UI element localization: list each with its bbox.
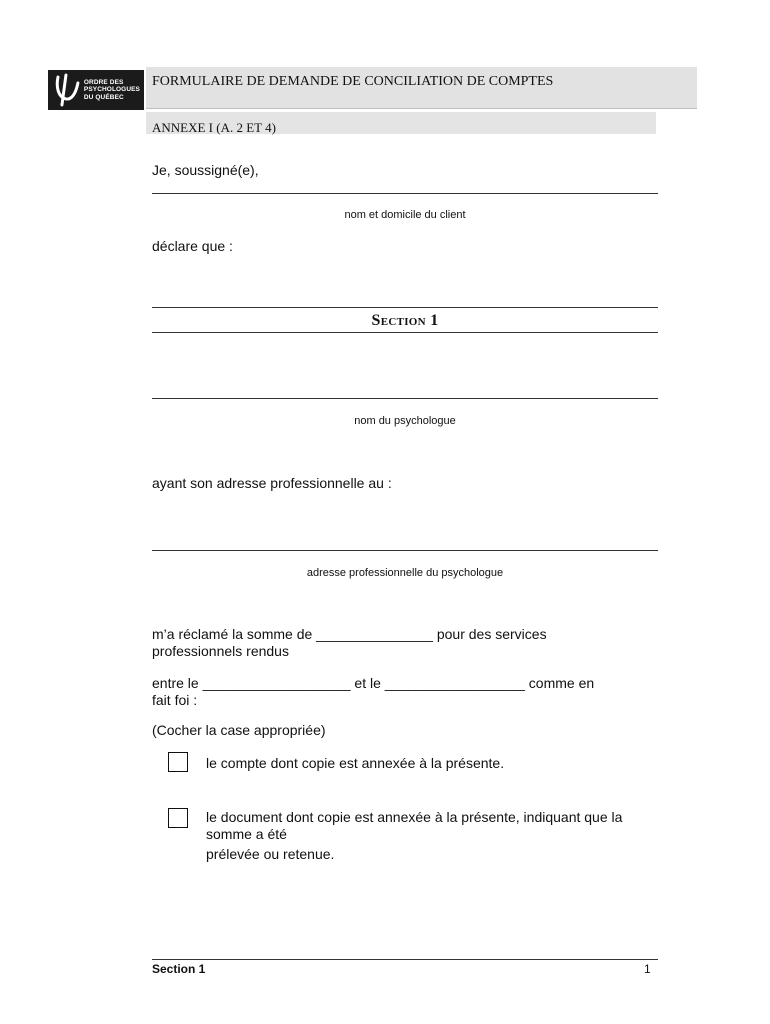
client-caption: nom et domicile du client bbox=[344, 209, 466, 221]
claim-line-1: m’a réclamé la somme de _______________ pour des services bbox=[152, 626, 547, 642]
logo bbox=[48, 70, 144, 110]
option-document-label-1: le document dont copie est annexée à la présente, indiquant que la bbox=[206, 809, 623, 825]
declares-text: déclare que : bbox=[152, 238, 233, 254]
client-fill-line[interactable] bbox=[152, 193, 658, 194]
psi-logo-icon bbox=[52, 73, 80, 107]
form-title: FORMULAIRE DE DEMANDE DE CONCILIATION DE COMPTES bbox=[152, 74, 554, 89]
claim-line-2: professionnels rendus bbox=[152, 643, 289, 659]
section-rule-bottom bbox=[152, 332, 658, 333]
page-number: 1 bbox=[644, 962, 651, 976]
address-label: ayant son adresse professionnelle au : bbox=[152, 475, 392, 491]
footer-section-label: Section 1 bbox=[152, 962, 206, 976]
option-account-label: le compte dont copie est annexée à la présente. bbox=[206, 755, 505, 771]
address-caption: adresse professionnelle du psychologue bbox=[306, 567, 504, 579]
option-document-label-2: somme a été bbox=[206, 826, 287, 842]
intro-text: Je, soussigné(e), bbox=[152, 162, 259, 178]
annex-label: ANNEXE I (A. 2 ET 4) bbox=[152, 120, 276, 135]
option-document-label-3: prélevée ou retenue. bbox=[206, 846, 335, 862]
section-title: Section 1 bbox=[371, 312, 439, 329]
psychologist-caption: nom du psychologue bbox=[354, 415, 456, 427]
address-fill-line[interactable] bbox=[152, 550, 658, 551]
psychologist-fill-line[interactable] bbox=[152, 398, 658, 399]
footer-rule bbox=[152, 959, 658, 960]
option-document-checkbox[interactable] bbox=[168, 808, 188, 828]
period-line-2: fait foi : bbox=[152, 692, 198, 708]
option-account-checkbox[interactable] bbox=[168, 752, 188, 772]
period-line-1: entre le ___________________ et le __________________ comme en bbox=[152, 675, 595, 691]
check-instruction: (Cocher la case appropriée) bbox=[152, 722, 326, 738]
section-rule-top bbox=[152, 307, 658, 308]
logo-text: ORDRE DES PSYCHOLOGUES DU QUÉBEC bbox=[83, 78, 140, 101]
